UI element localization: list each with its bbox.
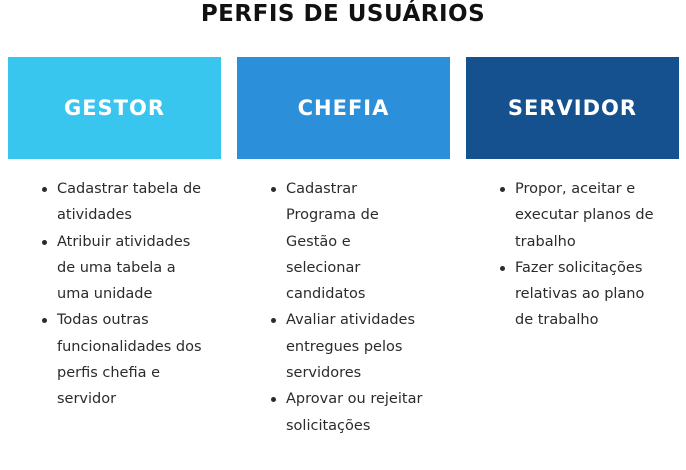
profile-name: CHEFIA: [297, 96, 390, 120]
profile-name: SERVIDOR: [507, 96, 638, 120]
profile-item-list: [8, 176, 221, 413]
bullet-icon: [500, 266, 505, 271]
bullet-icon: [42, 187, 47, 192]
bullet-icon: [42, 318, 47, 323]
bullet-icon: [271, 397, 276, 402]
bullet-icon: [271, 187, 276, 192]
list-item: Avaliar atividades entregues pelos servidores: [286, 307, 426, 386]
list-item: Atribuir atividades de uma tabela a uma unidade: [57, 229, 207, 308]
profile-item-list: [237, 176, 450, 439]
profile-header-servidor: [466, 57, 679, 159]
profile-column-servidor: [466, 57, 679, 334]
profile-column-gestor: [8, 57, 221, 413]
list-item: Aprovar ou rejeitar solicitações: [286, 386, 426, 439]
list-item: Todas outras funcionalidades dos perfis chefia e servidor: [57, 307, 207, 412]
list-item: Propor, aceitar e executar planos de trabalho: [515, 176, 665, 255]
bullet-icon: [42, 240, 47, 245]
page-title: PERFIS DE USUÁRIOS: [200, 1, 486, 27]
list-item: Fazer solicitações relativas ao plano de trabalho: [515, 255, 665, 334]
list-item: Cadastrar Programa de Gestão e selecionar candidatos: [286, 176, 426, 307]
bullet-icon: [500, 187, 505, 192]
profile-item-list: [466, 176, 679, 334]
list-item: Cadastrar tabela de atividades: [57, 176, 207, 229]
bullet-icon: [271, 318, 276, 323]
profile-header-chefia: [237, 57, 450, 159]
profile-header-gestor: [8, 57, 221, 159]
profile-name: GESTOR: [63, 96, 166, 120]
profile-column-chefia: [237, 57, 450, 439]
